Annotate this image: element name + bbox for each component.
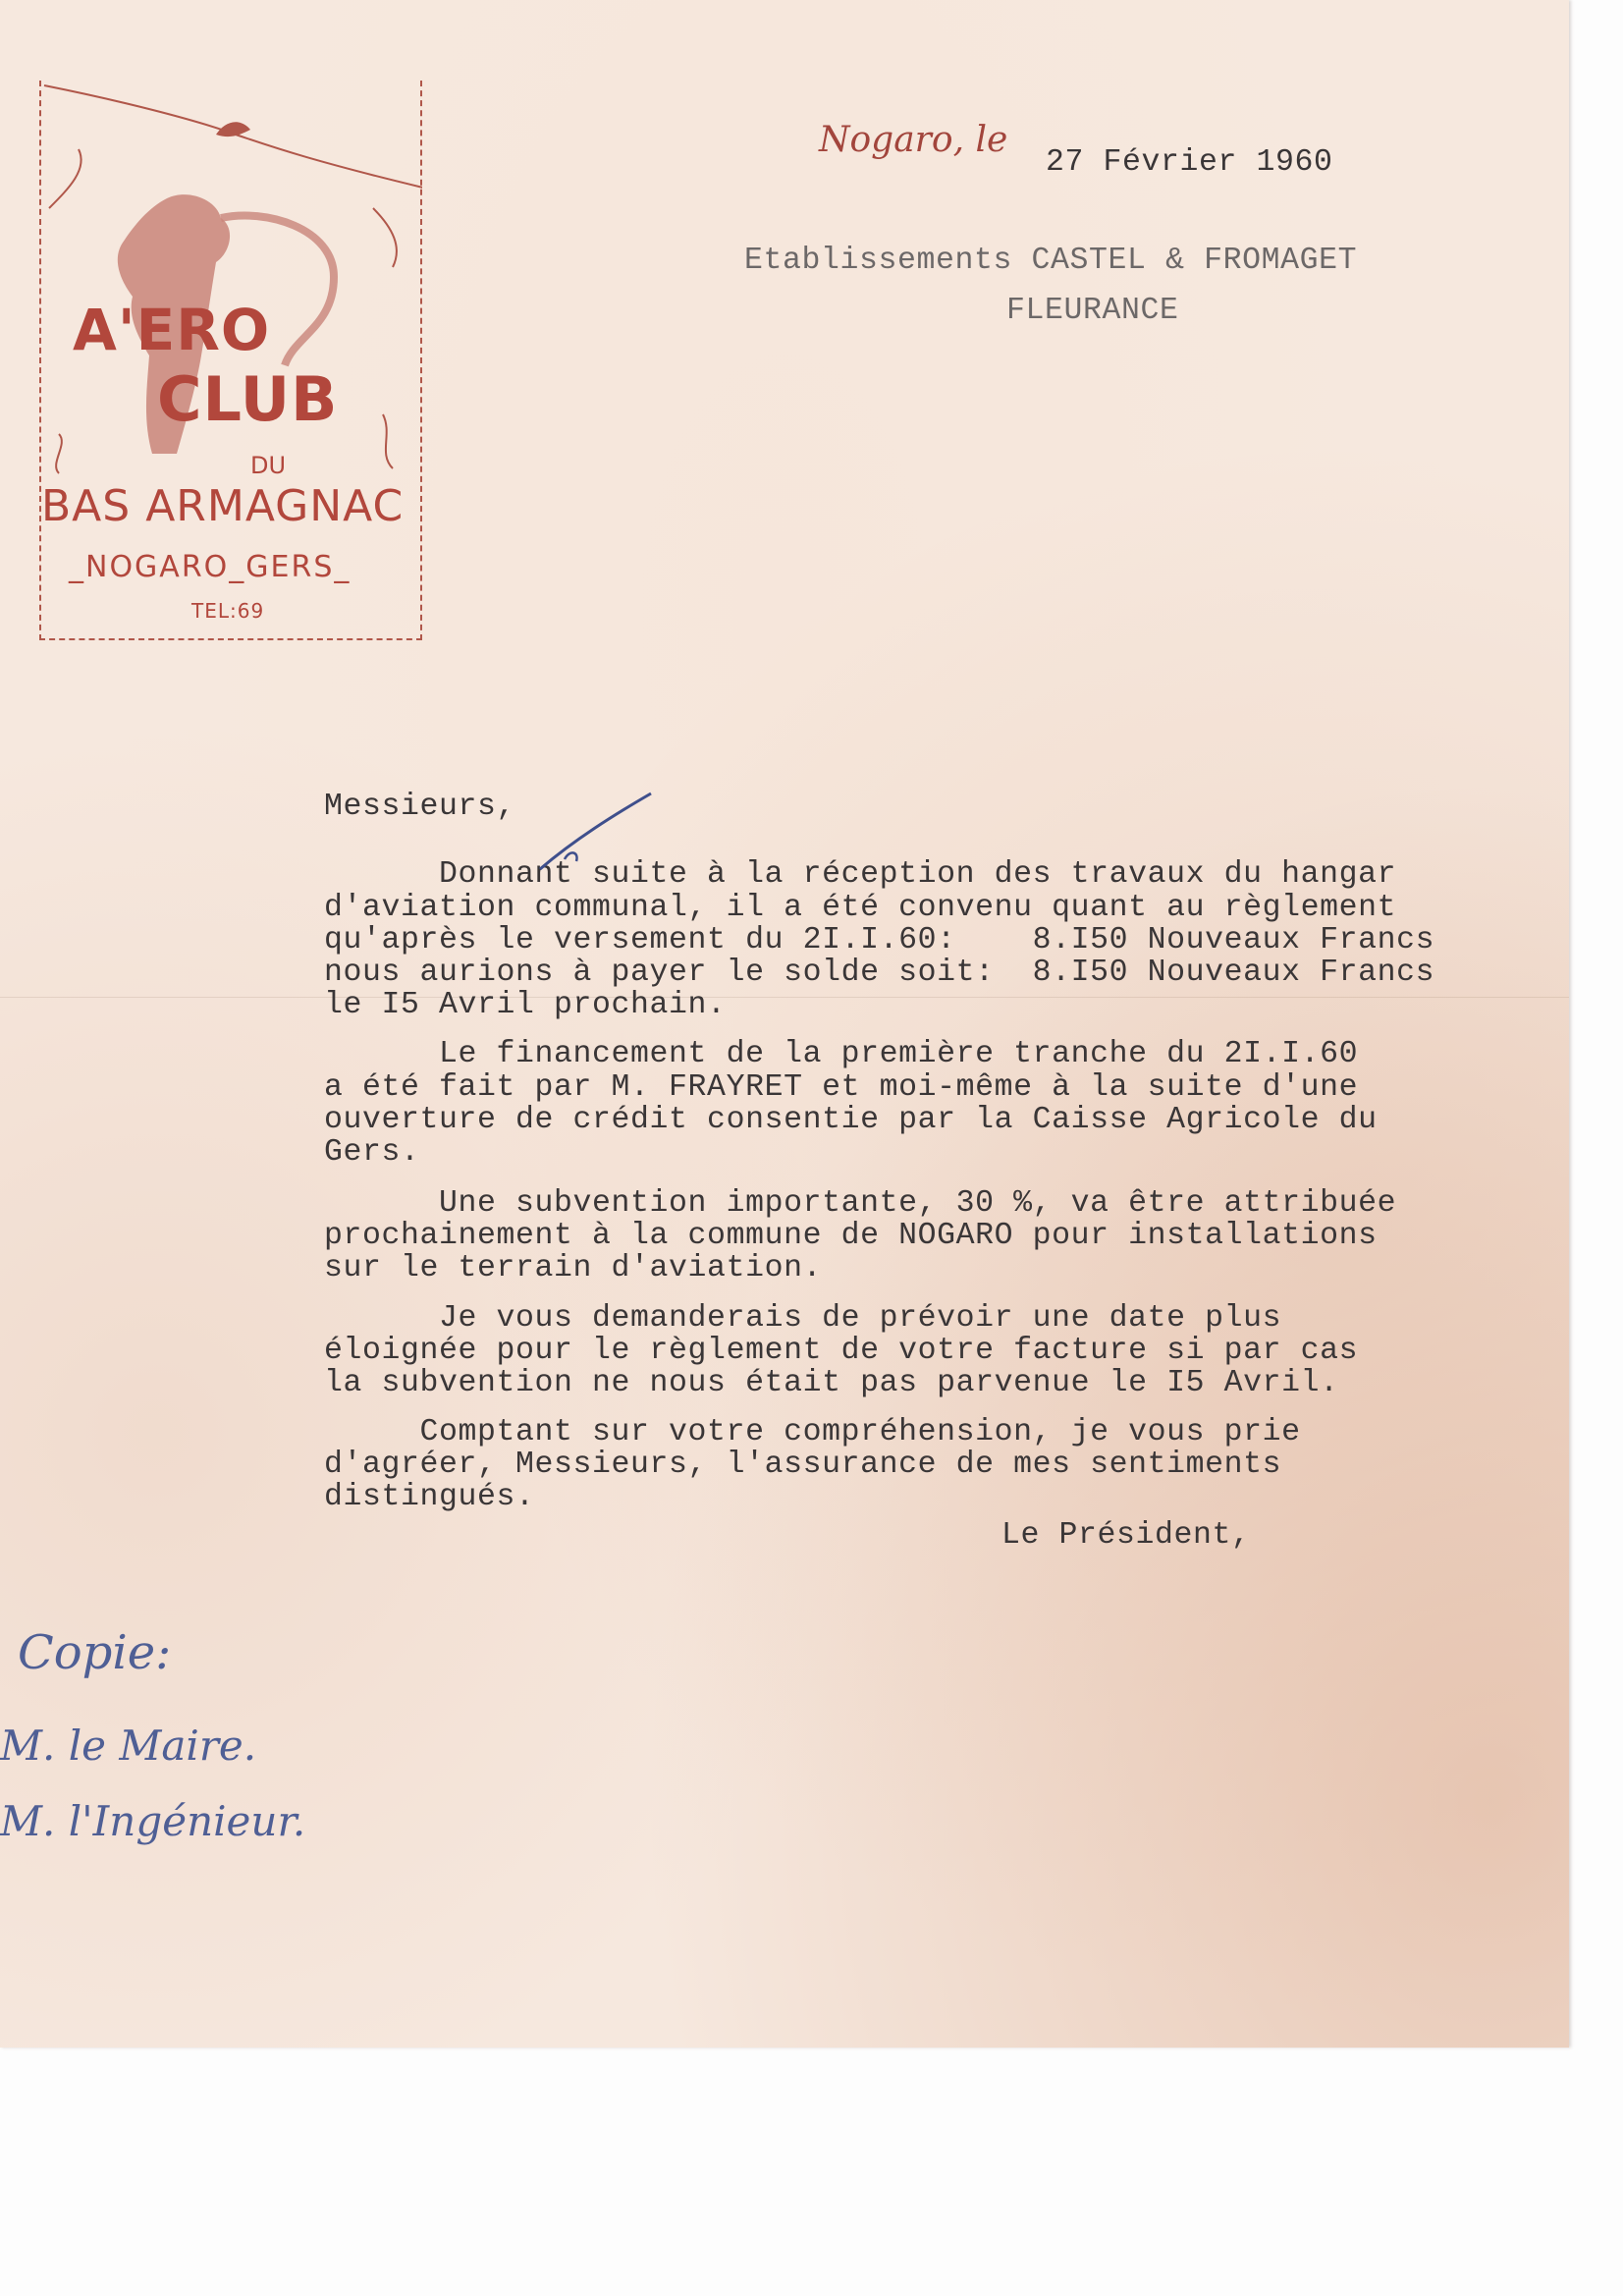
body-line: Je vous demanderais de prévoir une date plus xyxy=(324,1301,1282,1336)
body-line: sur le terrain d'aviation. xyxy=(324,1251,823,1285)
body-line: d'aviation communal, il a été convenu quant au règlement xyxy=(324,891,1397,925)
body-line: Gers. xyxy=(324,1135,420,1170)
recipient-line-2: FLEURANCE xyxy=(1006,294,1179,328)
body-line: la subvention ne nous était pas parvenue le I5 Avril. xyxy=(324,1366,1339,1400)
letter-date: 27 Février 1960 xyxy=(1046,145,1333,180)
body-line: ouverture de crédit consentie par la Caisse Agricole du xyxy=(324,1103,1378,1137)
body-line: Donnant suite à la réception des travaux du hangar xyxy=(324,857,1397,892)
body-line: éloignée pour le règlement de votre facture si par cas xyxy=(324,1334,1359,1368)
body-line: Comptant sur votre compréhension, je vous prie xyxy=(324,1415,1301,1449)
handwritten-copy-label: Copie: xyxy=(18,1625,172,1680)
salutation: Messieurs, xyxy=(324,790,516,824)
letterhead-logo xyxy=(39,81,422,640)
logo-line-aero: A'ERO xyxy=(73,297,271,363)
body-line: qu'après le versement du 2I.I.60: 8.I50 Nouveaux Francs xyxy=(324,923,1435,957)
body-line: a été fait par M. FRAYRET et moi-même à la suite d'une xyxy=(324,1070,1359,1105)
logo-line-du: DU xyxy=(250,452,287,479)
logo-line-tel: TEL:69 xyxy=(191,599,265,623)
place-label: Nogaro, le xyxy=(819,120,1008,160)
body-line: Une subvention importante, 30 %, va être attribuée xyxy=(324,1186,1397,1221)
logo-line-bas-armagnac: BAS ARMAGNAC xyxy=(41,481,405,531)
body-line: prochainement à la commune de NOGARO pour installations xyxy=(324,1219,1378,1253)
body-line: d'agréer, Messieurs, l'assurance de mes sentiments xyxy=(324,1448,1282,1482)
handwritten-correction xyxy=(535,791,653,879)
signature: Le Président, xyxy=(1001,1518,1251,1553)
handwritten-copy-engineer: M. l'Ingénieur. xyxy=(0,1797,306,1845)
fold-line xyxy=(0,997,1569,998)
body-line: le I5 Avril prochain. xyxy=(324,988,727,1022)
handwritten-copy-mayor: M. le Maire. xyxy=(0,1722,257,1770)
body-line: distingués. xyxy=(324,1480,535,1514)
body-line: Le financement de la première tranche du 2I.I.60 xyxy=(324,1037,1359,1071)
recipient-line-1: Etablissements CASTEL & FROMAGET xyxy=(744,244,1358,278)
logo-line-nogaro-gers: _NOGARO_GERS_ xyxy=(69,550,352,584)
body-line: nous aurions à payer le solde soit: 8.I50 Nouveaux Francs xyxy=(324,956,1435,990)
logo-line-club: CLUB xyxy=(157,363,339,435)
